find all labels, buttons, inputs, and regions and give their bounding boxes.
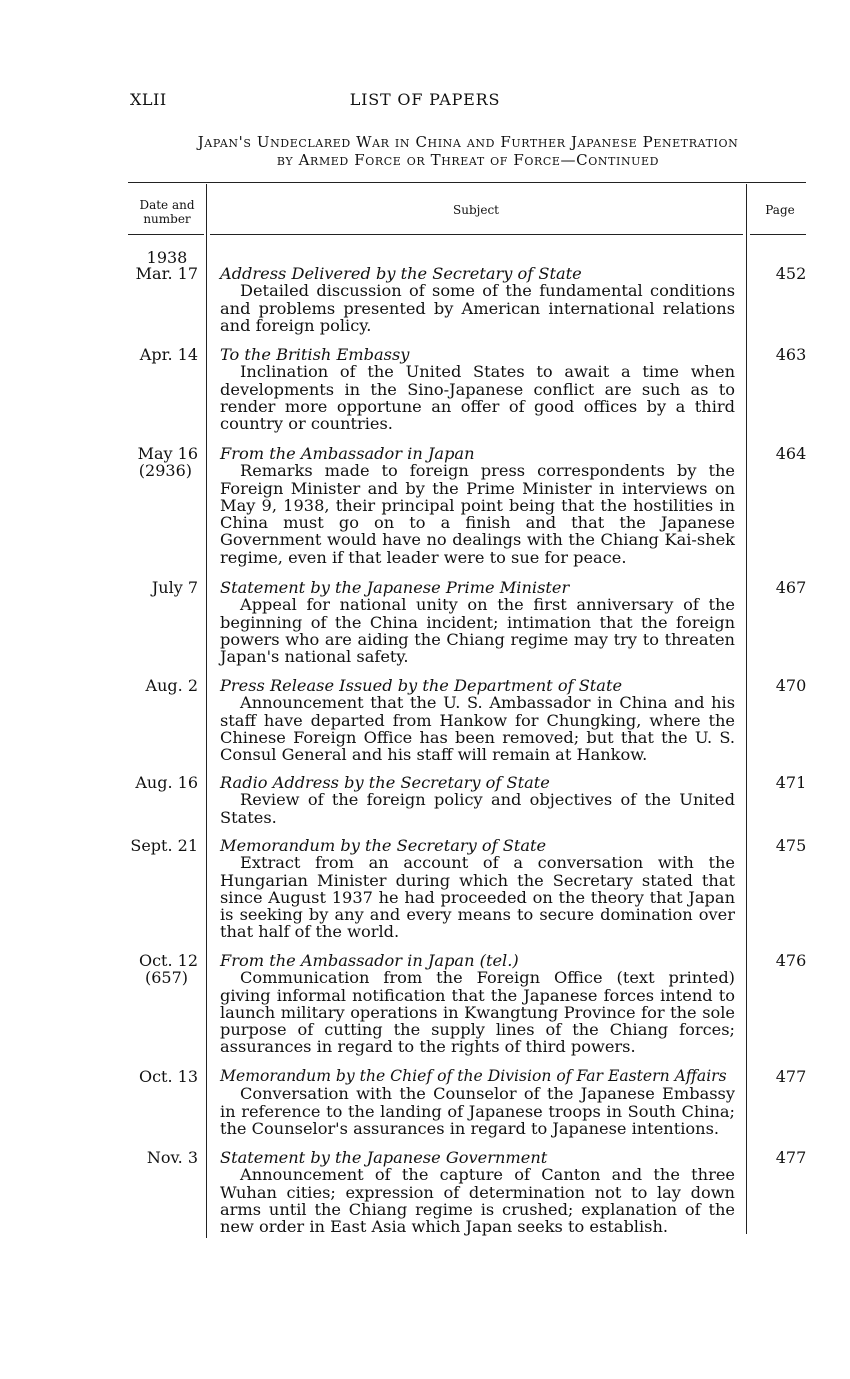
entry-title: Statement by the Japanese Prime Minister: [220, 578, 570, 597]
entry-title: Memorandum by the Secretary of State: [220, 836, 547, 855]
entry-page: 452: [775, 264, 807, 283]
entry-description: Detailed discussion of some of the fundamental conditions and problems presented by American international relations and foreign policy.: [220, 281, 735, 335]
column-header-page: Page: [765, 203, 795, 217]
entry-date: Sept. 21: [130, 836, 198, 855]
entry-description: Conversation with the Counselor of the Japanese Embassy in reference to the landing of Japanese troops in South China; the Counselor's assurances in regard to Japanese intentions.: [220, 1084, 735, 1138]
entry-description: Inclination of the United States to await a time when developments in the Sino-Japanese conflict are such as to render more opportune an offer of good offices by a third country or countries.: [220, 362, 735, 434]
entry-number: (2936): [138, 461, 192, 481]
entry-subject: [220, 579, 735, 665]
entry-page: 476: [775, 951, 807, 970]
entry-description: Remarks made to foreign press correspondents by the Foreign Minister and by the Prime Minister in interviews on May 9, 1938, their principal point being that the hostilities in China must go on to a finish and that the Japanese Government would have no dealings with the Chiang Kai-shek regime, even if that leader were to sue for peace.: [220, 461, 735, 567]
entry-page: 463: [775, 345, 807, 364]
header-rule-page: [750, 234, 806, 235]
entry-subject: [220, 952, 735, 1056]
entry-title: Memorandum by the Chief of the Division of Far Eastern Affairs: [220, 1067, 727, 1085]
header-rule-subject: [210, 234, 743, 235]
entry-subject: [220, 1068, 735, 1137]
entry-page: 477: [775, 1067, 807, 1086]
entry-page: 477: [775, 1148, 807, 1167]
section-title-line-2: by Armed Force or Threat of Force—Continued: [276, 151, 660, 169]
entry-date: Aug. 2: [145, 676, 198, 695]
entry-subject: [220, 774, 735, 826]
entry-title: Address Delivered by the Secretary of State: [220, 264, 582, 283]
running-title: LIST OF PAPERS: [349, 90, 501, 109]
entry-page: 467: [775, 578, 807, 597]
column-header-subject: Subject: [453, 203, 499, 217]
column-header-date-line-1: Date and: [139, 198, 195, 212]
entry-description: Review of the foreign policy and objectives of the United States.: [220, 790, 735, 827]
entry-title: From the Ambassador in Japan: [220, 444, 475, 463]
entry-subject: [220, 837, 735, 941]
column-header-date: [128, 198, 206, 226]
table-top-rule: [128, 182, 806, 183]
column-divider-page: [746, 184, 747, 1234]
entry-date: Apr. 14: [139, 345, 198, 364]
entry-date: Mar. 17: [135, 264, 198, 283]
year-label: 1938: [146, 248, 188, 267]
entry-description: Communication from the Foreign Office (text printed) giving informal notification that the Japanese forces intend to launch military operations in Kwangtung Province for the sole purpose of cutting the supply lines of the Chiang forces; assurances in regard to the rights of third powers.: [220, 968, 735, 1057]
entry-description: Extract from an account of a conversation with the Hungarian Minister during which the Secretary stated that since August 1937 he had proceeded on the theory that Japan is seeking by any and every means to secure domination over that half of the world.: [220, 853, 735, 942]
page-number: XLII: [130, 90, 167, 109]
entry-subject: [220, 1149, 735, 1235]
entry-subject: [220, 445, 735, 566]
entry-description: Announcement of the capture of Canton and the three Wuhan cities; expression of determination not to lay down arms until the Chiang regime is crushed; explanation of the new order in East Asia which Japan seeks to establish.: [220, 1165, 735, 1237]
entry-page: 464: [775, 444, 807, 463]
section-title: [128, 133, 808, 169]
entry-description: Appeal for national unity on the first anniversary of the beginning of the China incident; intimation that the foreign powers who are aiding the Chiang regime may try to threaten Japan's national safety.: [220, 595, 735, 667]
entry-date: May 16 (2936): [128, 445, 198, 480]
entry-date: Oct. 12 (657): [128, 952, 198, 987]
entry-page: 471: [775, 773, 807, 792]
entry-date: Nov. 3: [146, 1148, 198, 1167]
entry-subject: [220, 265, 735, 334]
column-divider-date: [206, 184, 207, 1238]
entry-number: (657): [144, 968, 188, 988]
entry-title: Radio Address by the Secretary of State: [220, 773, 550, 792]
entry-page: 470: [775, 676, 807, 695]
entry-title: Statement by the Japanese Government: [220, 1148, 548, 1167]
entry-title: Press Release Issued by the Department of State: [220, 676, 623, 695]
entry-subject: [220, 677, 735, 763]
section-title-line-1: Japan's Undeclared War in China and Further Japanese Penetration: [197, 133, 739, 151]
entry-subject: [220, 346, 735, 432]
entry-date: July 7: [151, 578, 198, 597]
entry-date: Aug. 16: [135, 773, 198, 792]
header-rule-date: [128, 234, 204, 235]
entry-title: From the Ambassador in Japan (tel.): [220, 951, 519, 970]
entry-page: 475: [775, 836, 807, 855]
entry-title: To the British Embassy: [220, 345, 410, 364]
entry-date: Oct. 13: [138, 1067, 198, 1086]
column-header-date-line-2: number: [143, 212, 191, 226]
entry-description: Announcement that the U. S. Ambassador in China and his staff have departed from Hankow for Chungking, where the Chinese Foreign Office has been removed; but that the U. S. Consul General and his staff will remain at Hankow.: [220, 693, 735, 765]
